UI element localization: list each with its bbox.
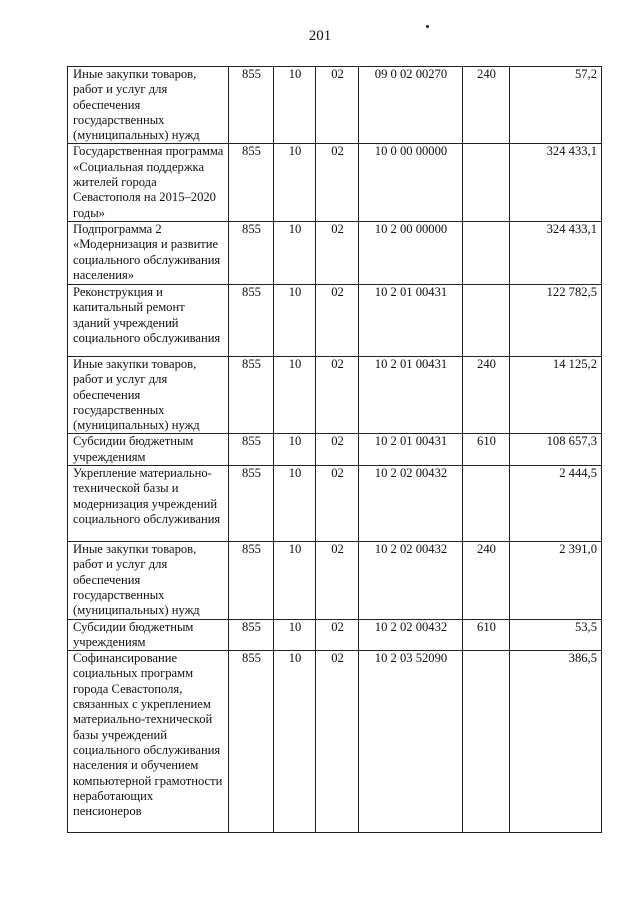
row-amount: 57,2 [510, 67, 602, 144]
row-department: 855 [229, 356, 274, 433]
row-amount: 2 391,0 [510, 542, 602, 619]
row-name: Иные закупки товаров, работ и услуг для обеспечения государственных (муниципальных) нужд [68, 356, 229, 433]
scan-speck [426, 25, 429, 28]
row-name: Софинансирование социальных программ города Севастополя, связанных с укреплением материально-технической базы учреждений социального обслуживания населения и обучением компьютерной грамотности неработающих пенсионеров [68, 651, 229, 833]
row-subsection: 02 [316, 542, 359, 619]
row-target-article: 10 2 02 00432 [359, 542, 463, 619]
row-name: Субсидии бюджетным учреждениям [68, 434, 229, 466]
table-row [68, 221, 602, 284]
row-name: Государственная программа «Социальная поддержка жителей города Севастополя на 2015–2020 годы» [68, 144, 229, 221]
row-department: 855 [229, 284, 274, 356]
row-expense-type: 240 [463, 356, 510, 433]
row-department: 855 [229, 67, 274, 144]
row-department: 855 [229, 434, 274, 466]
budget-table [67, 66, 602, 833]
row-target-article: 10 2 02 00432 [359, 619, 463, 651]
row-expense-type: 610 [463, 619, 510, 651]
row-amount: 14 125,2 [510, 356, 602, 433]
table-row [68, 651, 602, 833]
row-amount: 53,5 [510, 619, 602, 651]
table-row [68, 542, 602, 619]
row-target-article: 09 0 02 00270 [359, 67, 463, 144]
row-name: Подпрограмма 2 «Модернизация и развитие социального обслуживания населения» [68, 221, 229, 284]
row-expense-type [463, 466, 510, 542]
row-target-article: 10 2 03 52090 [359, 651, 463, 833]
row-amount: 386,5 [510, 651, 602, 833]
row-section: 10 [274, 67, 316, 144]
row-department: 855 [229, 466, 274, 542]
table-row [68, 434, 602, 466]
row-subsection: 02 [316, 284, 359, 356]
row-section: 10 [274, 542, 316, 619]
row-subsection: 02 [316, 434, 359, 466]
row-department: 855 [229, 221, 274, 284]
row-section: 10 [274, 434, 316, 466]
row-amount: 2 444,5 [510, 466, 602, 542]
table-row [68, 466, 602, 542]
row-name: Укрепление материально-технической базы и модернизация учреждений социального обслуживания [68, 466, 229, 542]
row-expense-type [463, 284, 510, 356]
row-amount: 324 433,1 [510, 144, 602, 221]
row-subsection: 02 [316, 651, 359, 833]
table-row [68, 619, 602, 651]
row-target-article: 10 0 00 00000 [359, 144, 463, 221]
row-section: 10 [274, 221, 316, 284]
row-target-article: 10 2 01 00431 [359, 434, 463, 466]
row-subsection: 02 [316, 356, 359, 433]
row-target-article: 10 2 01 00431 [359, 356, 463, 433]
row-expense-type [463, 221, 510, 284]
row-subsection: 02 [316, 67, 359, 144]
table-row [68, 284, 602, 356]
row-department: 855 [229, 542, 274, 619]
row-department: 855 [229, 144, 274, 221]
row-section: 10 [274, 284, 316, 356]
row-subsection: 02 [316, 221, 359, 284]
row-name: Реконструкция и капитальный ремонт зданий учреждений социального обслуживания [68, 284, 229, 356]
table-row [68, 356, 602, 433]
row-target-article: 10 2 02 00432 [359, 466, 463, 542]
row-target-article: 10 2 01 00431 [359, 284, 463, 356]
row-expense-type: 240 [463, 542, 510, 619]
row-section: 10 [274, 619, 316, 651]
page-number: 201 [308, 28, 332, 44]
row-expense-type [463, 651, 510, 833]
row-amount: 108 657,3 [510, 434, 602, 466]
row-expense-type: 240 [463, 67, 510, 144]
row-expense-type: 610 [463, 434, 510, 466]
table-row [68, 67, 602, 144]
row-section: 10 [274, 466, 316, 542]
row-name: Иные закупки товаров, работ и услуг для обеспечения государственных (муниципальных) нужд [68, 542, 229, 619]
row-department: 855 [229, 619, 274, 651]
row-amount: 324 433,1 [510, 221, 602, 284]
row-expense-type [463, 144, 510, 221]
row-section: 10 [274, 144, 316, 221]
row-subsection: 02 [316, 619, 359, 651]
row-target-article: 10 2 00 00000 [359, 221, 463, 284]
row-subsection: 02 [316, 144, 359, 221]
row-section: 10 [274, 356, 316, 433]
row-name: Субсидии бюджетным учреждениям [68, 619, 229, 651]
row-section: 10 [274, 651, 316, 833]
table-row [68, 144, 602, 221]
row-department: 855 [229, 651, 274, 833]
row-name: Иные закупки товаров, работ и услуг для обеспечения государственных (муниципальных) нужд [68, 67, 229, 144]
row-subsection: 02 [316, 466, 359, 542]
table-body [68, 67, 602, 833]
row-amount: 122 782,5 [510, 284, 602, 356]
